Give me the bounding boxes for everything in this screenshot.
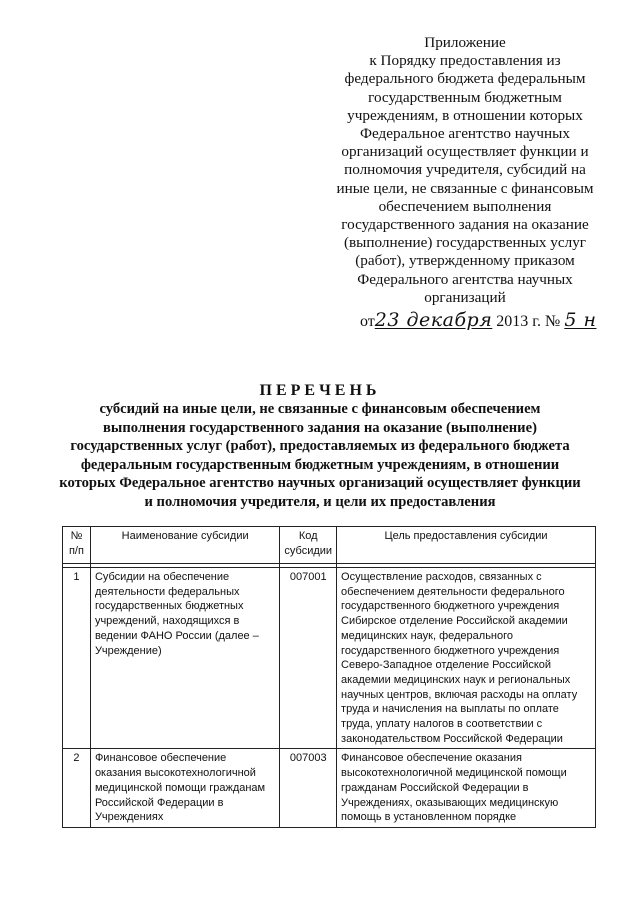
document-subtitle [40, 400, 600, 512]
row-code: 007001 [280, 568, 337, 749]
order-date-line [360, 309, 596, 331]
appendix-line: полномочия учредителя, субсидий на [344, 161, 586, 179]
appendix-line: к Порядку предоставления из [369, 52, 561, 70]
row-name: Субсидии на обеспечение деятельности федеральных государственных бюджетных учреждений, находящихся в ведении ФАНО России (далее – Учреждение) [90, 568, 279, 749]
header-code-line2: субсидии [284, 544, 333, 557]
handwritten-number: 5 н [564, 309, 597, 331]
appendix-block [330, 34, 600, 307]
handwritten-date: 23 декабря [374, 309, 493, 331]
header-code [280, 527, 337, 564]
subtitle-line: и полномочия учредителя, и цели их предоставления [144, 493, 496, 510]
subtitle-line: федеральным государственным бюджетным учреждениям, в отношении [80, 456, 560, 473]
row-purpose: Осуществление расходов, связанных с обеспечением деятельности федерального государственного бюджетного учреждения Сибирское отделение Российской академии медицинских наук, федерального государственного бюджетного учреждения Северо-Западное отделение Российской академии медицинских наук и региональных научных центров, включая расходы на оплату труда и начисления на выплаты по оплате труда, уплату налогов в соответствии с законодательством Российской Федерации [337, 568, 596, 749]
appendix-line: (выполнение) государственных услуг [343, 234, 587, 252]
appendix-line: иные цели, не связанные с финансовым [336, 179, 594, 197]
row-num: 2 [63, 749, 91, 828]
header-name: Наименование субсидии [90, 527, 279, 564]
appendix-line: организаций [424, 288, 506, 306]
subsidies-table [62, 526, 596, 828]
header-num-line1: № [70, 530, 83, 542]
appendix-line: учреждениям, в отношении которых [347, 106, 583, 124]
subtitle-line: выполнения государственного задания на оказание (выполнение) [103, 419, 537, 436]
appendix-line: государственным бюджетным [368, 88, 562, 106]
appendix-line: Федеральное агентство научных [360, 125, 570, 143]
table-row [63, 749, 596, 828]
subtitle-line: субсидий на иные цели, не связанные с финансовым обеспечением [99, 401, 541, 417]
row-code: 007003 [280, 749, 337, 828]
appendix-line: государственного задания на оказание [341, 216, 589, 234]
appendix-line: (работ), утвержденному приказом [355, 252, 575, 270]
row-name: Финансовое обеспечение оказания высокотехнологичной медицинской помощи гражданам Российской Федерации в Учреждениях [90, 749, 279, 828]
subtitle-line: которых Федеральное агентство научных организаций осуществляет функции [59, 475, 581, 492]
header-num-line2: п/п [68, 544, 84, 557]
document-title: ПЕРЕЧЕНЬ [259, 382, 381, 399]
table-header-row [63, 527, 596, 564]
row-purpose: Финансовое обеспечение оказания высокотехнологичной медицинской помощи гражданам Российской Федерации в Учреждениях, оказывающих медицинскую помощь в установленном порядке [337, 749, 596, 828]
row-num: 1 [63, 568, 91, 749]
header-code-line1: Код [298, 530, 318, 542]
header-num [63, 527, 91, 564]
appendix-line: федерального бюджета федеральным [344, 70, 586, 88]
subtitle-line: государственных услуг (работ), предоставляемых из федерального бюджета [70, 438, 570, 455]
date-year: 2013 г. № [492, 313, 565, 330]
appendix-line: обеспечением выполнения [378, 197, 552, 215]
date-prefix: от [360, 313, 375, 330]
appendix-line: Федерального агентства научных [357, 270, 573, 288]
appendix-line: Приложение [424, 34, 506, 51]
table-row [63, 568, 596, 749]
appendix-line: организаций осуществляет функции и [341, 143, 589, 161]
header-purpose: Цель предоставления субсидии [337, 527, 596, 564]
